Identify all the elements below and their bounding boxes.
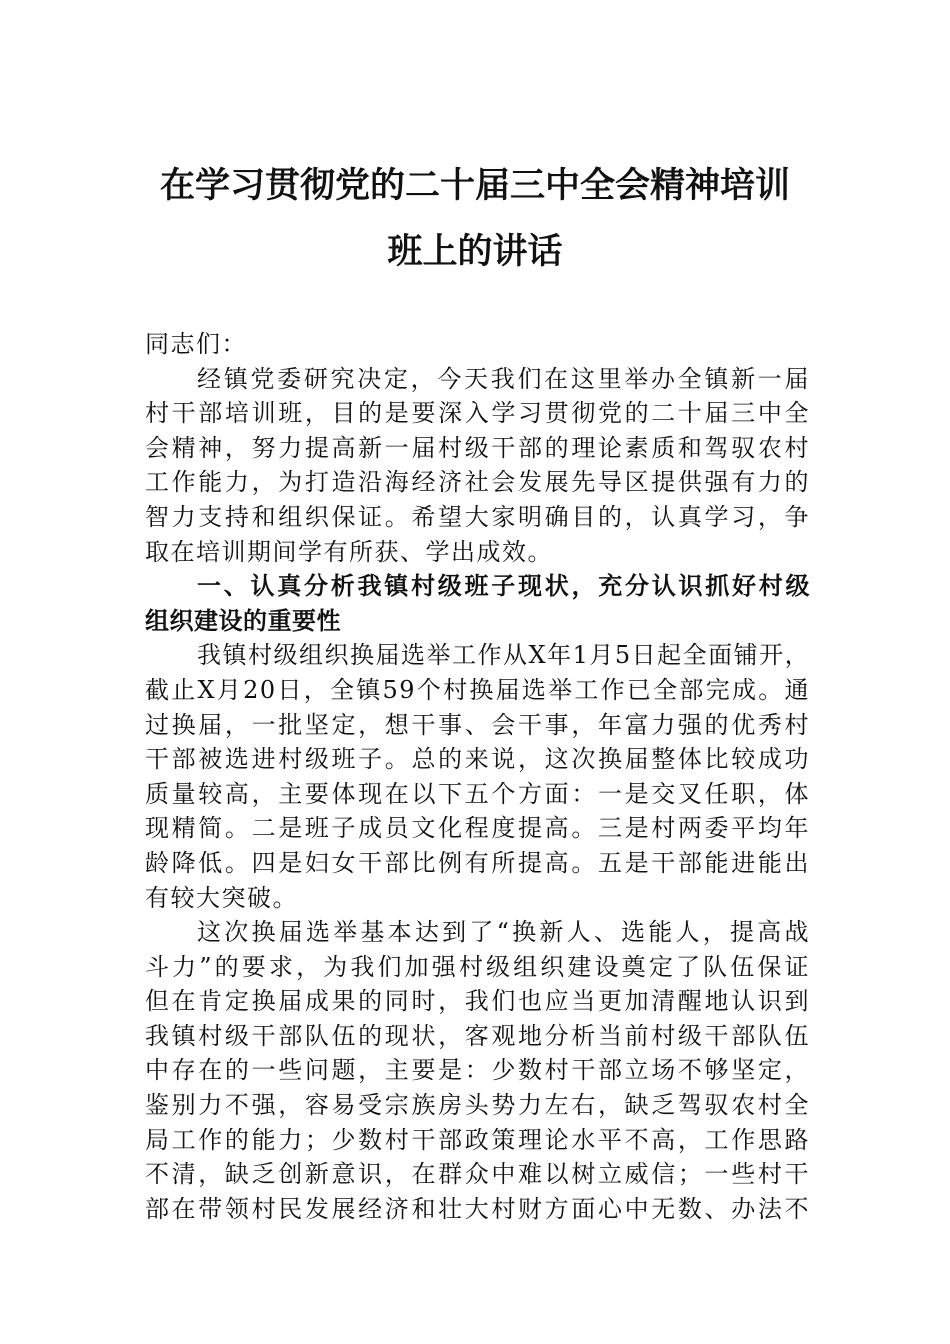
paragraph-line: 过换届，一批坚定，想干事、会干事，年富力强的优秀村 bbox=[145, 710, 810, 739]
paragraph-line: 会精神，努力提高新一届村级干部的理论素质和驾驭农村 bbox=[145, 433, 810, 462]
paragraph-problems bbox=[145, 915, 810, 1226]
document-body bbox=[145, 327, 810, 1226]
paragraph-line: 取在培训期间学有所获、学出成效。 bbox=[145, 537, 553, 566]
paragraph-line: 龄降低。四是妇女干部比例有所提高。五是干部能进能出 bbox=[145, 848, 810, 877]
paragraph-line: 工作能力，为打造沿海经济社会发展先导区提供强有力的 bbox=[145, 468, 810, 497]
paragraph-line: 干部被选进村级班子。总的来说，这次换届整体比较成功 bbox=[145, 745, 810, 774]
paragraph-line: 经镇党委研究决定，今天我们在这里举办全镇新一届 bbox=[197, 364, 810, 393]
paragraph-line: 中存在的一些问题，主要是：少数村干部立场不够坚定， bbox=[145, 1056, 810, 1085]
paragraph-line: 智力支持和组织保证。希望大家明确目的，认真学习，争 bbox=[145, 502, 810, 531]
section-heading-1 bbox=[145, 569, 810, 638]
paragraph-line: 村干部培训班，目的是要深入学习贯彻党的二十届三中全 bbox=[145, 399, 810, 428]
document-title-line-2: 班上的讲话 bbox=[387, 232, 563, 272]
document-title-line-1: 在学习贯彻党的二十届三中全会精神培训 bbox=[159, 166, 790, 206]
paragraph-line: 鉴别力不强，容易受宗族房头势力左右，缺乏驾驭农村全 bbox=[145, 1091, 810, 1120]
paragraph-line: 局工作的能力；少数村干部政策理论水平不高，工作思路 bbox=[145, 1125, 810, 1154]
heading-line: 组织建设的重要性 bbox=[145, 606, 341, 635]
paragraph-line: 斗力”的要求，为我们加强村级组织建设奠定了队伍保证 bbox=[145, 952, 810, 981]
paragraph-election-results bbox=[145, 638, 810, 915]
paragraph-line: 现精简。二是班子成员文化程度提高。三是村两委平均年 bbox=[145, 814, 810, 843]
paragraph-intro bbox=[145, 362, 810, 570]
paragraph-line: 这次换届选举基本达到了“换新人、选能人，提高战 bbox=[197, 918, 810, 947]
paragraph-line: 部在带领村民发展经济和壮大村财方面心中无数、办法不 bbox=[145, 1194, 810, 1223]
heading-line: 一、认真分析我镇村级班子现状，充分认识抓好村级 bbox=[197, 572, 810, 601]
paragraph-line: 质量较高，主要体现在以下五个方面：一是交叉任职，体 bbox=[145, 779, 810, 808]
paragraph-line: 不清，缺乏创新意识，在群众中难以树立威信；一些村干 bbox=[145, 1160, 810, 1189]
paragraph-line: 截止X月20日，全镇59个村换届选举工作已全部完成。通 bbox=[145, 675, 810, 704]
salutation: 同志们： bbox=[145, 330, 247, 358]
paragraph-line: 有较大突破。 bbox=[145, 883, 298, 912]
paragraph-line: 我镇村级干部队伍的现状，客观地分析当前村级干部队伍 bbox=[145, 1021, 810, 1050]
paragraph-line: 我镇村级组织换届选举工作从X年1月5日起全面铺开， bbox=[197, 641, 811, 670]
paragraph-line: 但在肯定换届成果的同时，我们也应当更加清醒地认识到 bbox=[145, 987, 810, 1016]
